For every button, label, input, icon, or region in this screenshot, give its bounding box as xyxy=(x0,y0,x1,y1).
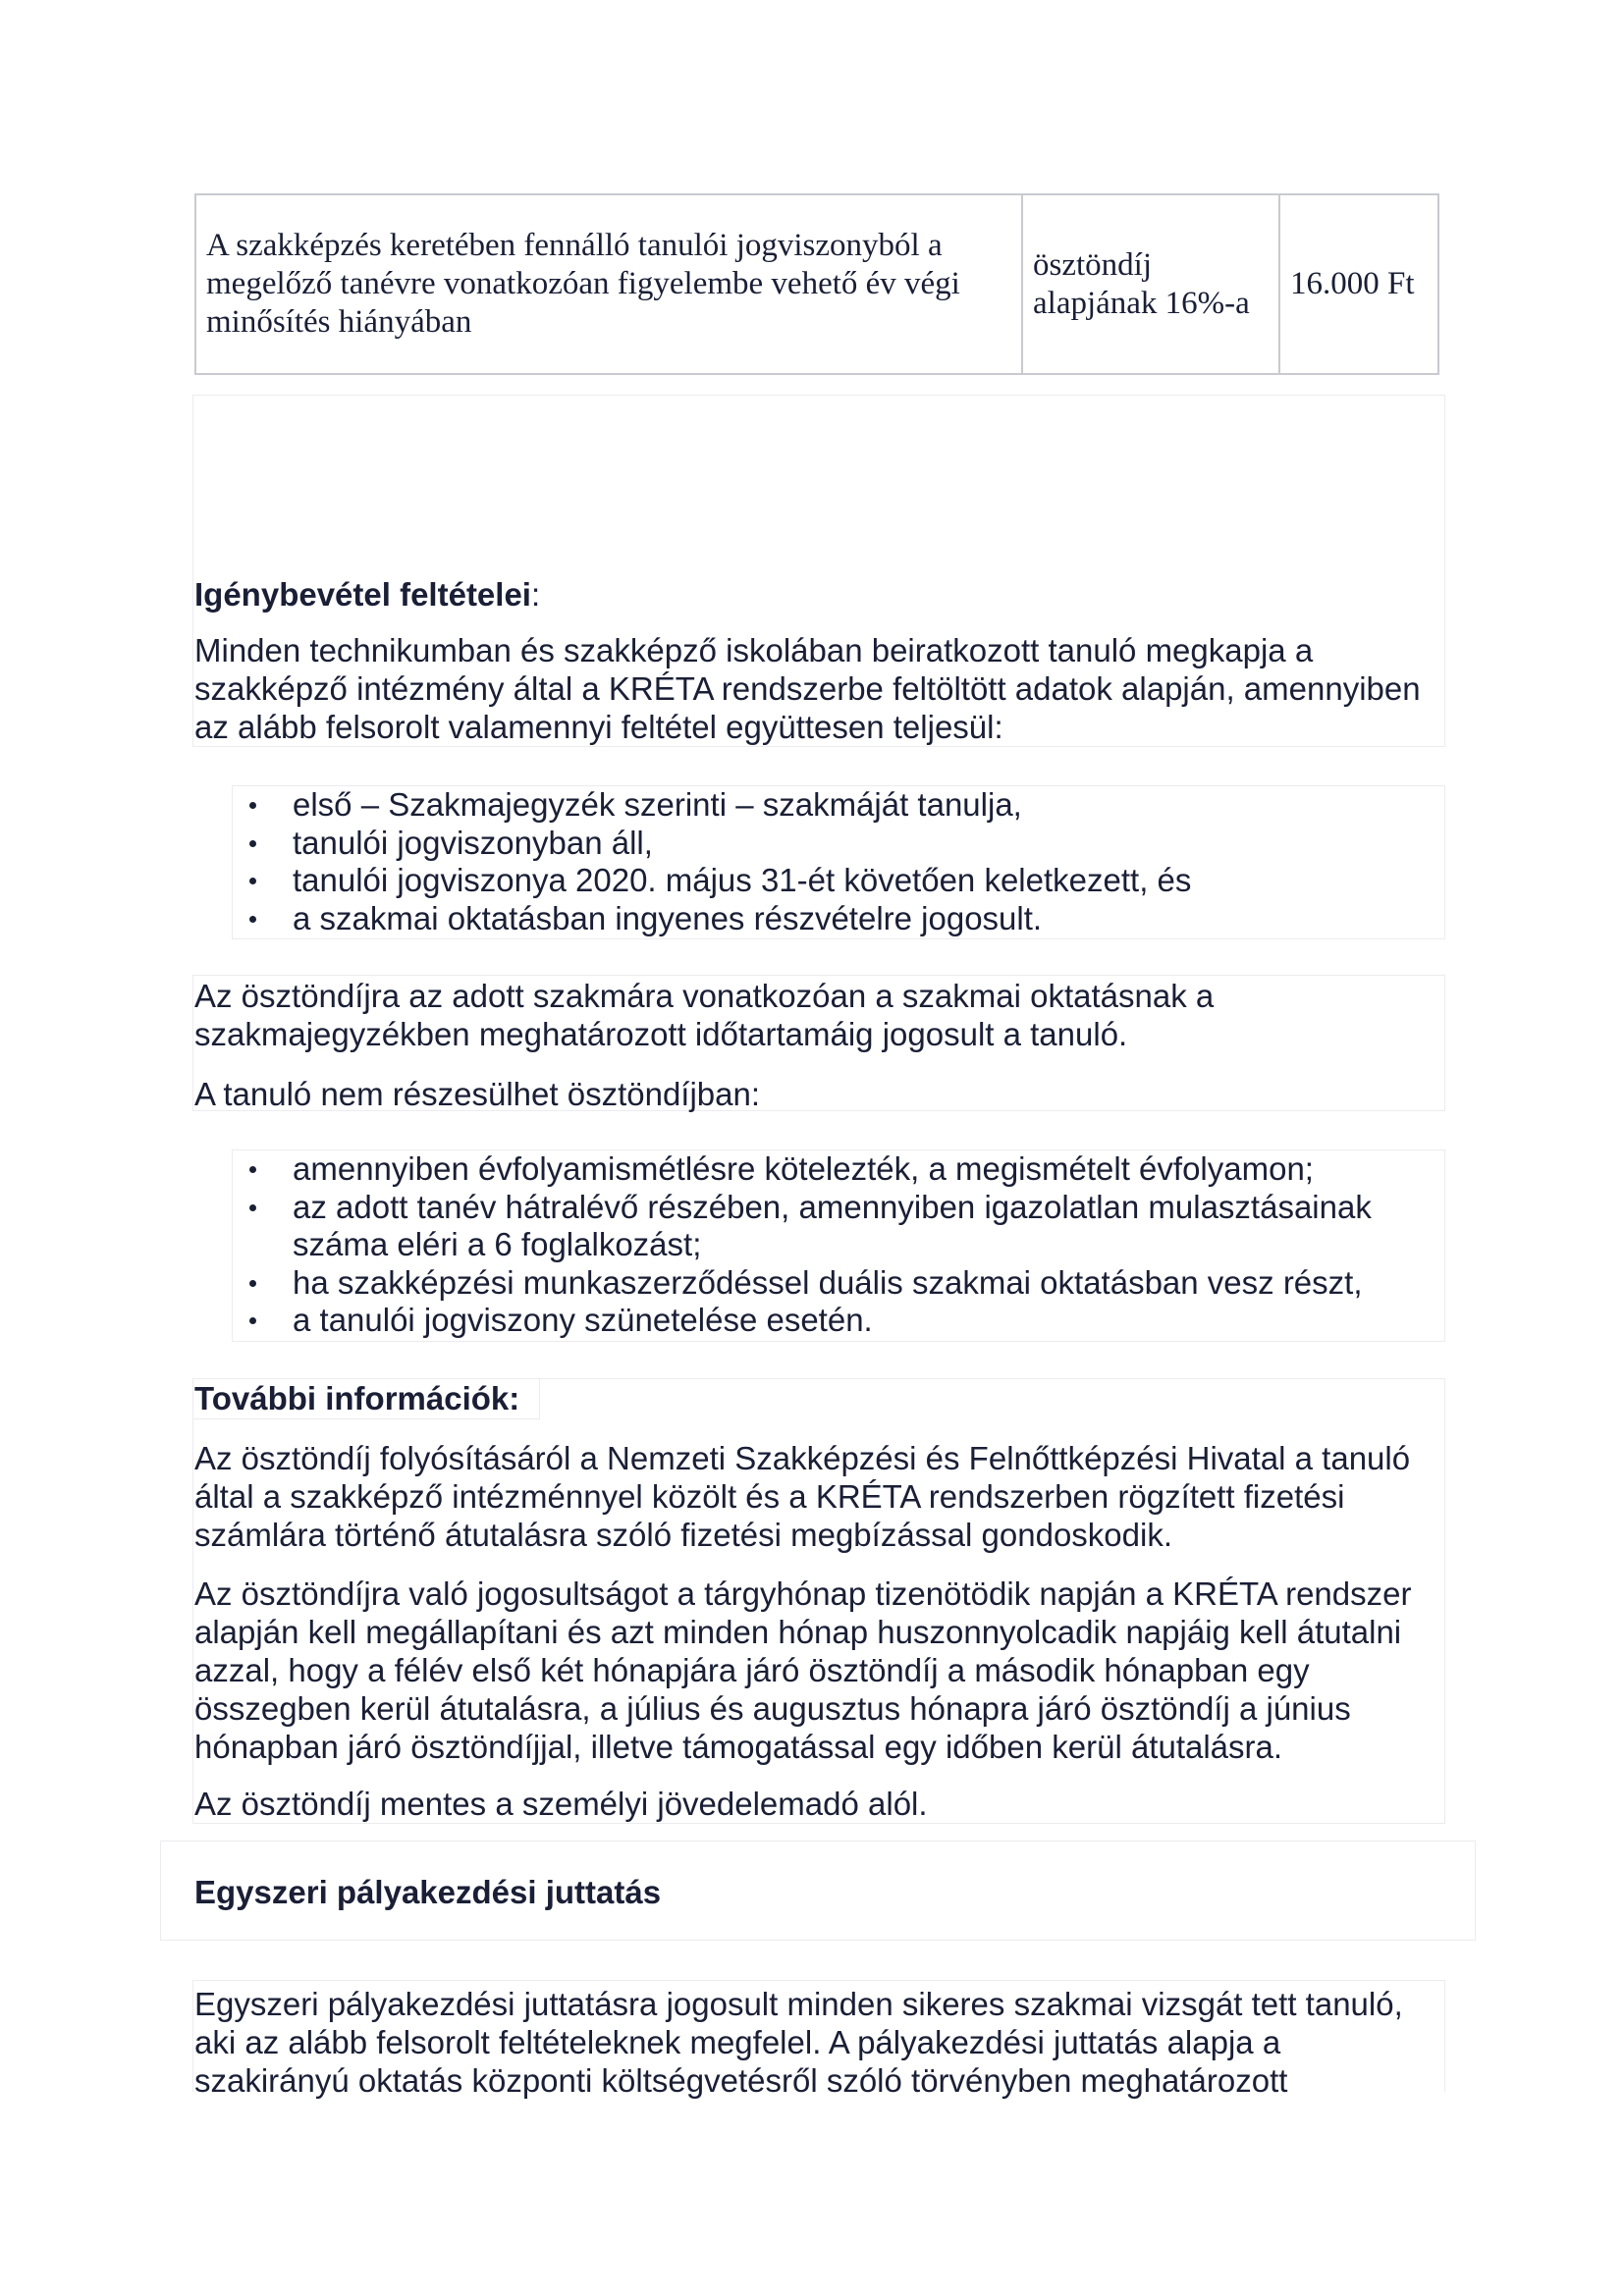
conditions-intro: Minden technikumban és szakképző iskolában beiratkozott tanuló megkapja a szakképző intézmény által a KRÉTA rendszerbe feltöltött adatok alapján, amennyiben az alább felsorolt valamennyi feltétel együttesen teljesül: xyxy=(194,632,1421,745)
bullet-icon xyxy=(249,1166,256,1173)
list-item: első – Szakmajegyzék szerinti – szakmáját tanulja, xyxy=(194,786,1432,825)
list-item: tanulói jogviszonya 2020. május 31-ét követően keletkezett, és xyxy=(194,862,1432,900)
list-item: a szakmai oktatásban ingyenes részvételre jogosult. xyxy=(194,900,1432,938)
bullet-icon xyxy=(249,878,256,884)
scholarship-table xyxy=(194,193,1439,375)
info-heading: További információk: xyxy=(194,1380,520,1416)
exclusion-intro: A tanuló nem részesülhet ösztöndíjban: xyxy=(194,1076,761,1112)
rate-cell: ösztöndíj alapjának 16%-a xyxy=(1022,194,1279,374)
duration-text: Az ösztöndíjra az adott szakmára vonatkozóan a szakmai oktatásnak a szakmajegyzékben meghatározott időtartamáig jogosult a tanuló. xyxy=(194,978,1215,1052)
bullet-icon xyxy=(249,840,256,847)
amount-cell: 16.000 Ft xyxy=(1279,194,1438,374)
list-item: az adott tanév hátralévő részében, amennyiben igazolatlan mulasztásainak száma eléri a 6 foglalkozást; xyxy=(194,1189,1412,1264)
info-paragraph: Az ösztöndíj folyósításáról a Nemzeti Szakképzési és Felnőttképzési Hivatal a tanuló által a szakképző intézménnyel közölt és a KRÉTA rendszerben rögzített fizetési számlára történő átutalásra szóló fizetési megbízással gondoskodik. xyxy=(194,1440,1411,1553)
list-item: tanulói jogviszonyban áll, xyxy=(194,825,1432,863)
list-item: ha szakképzési munkaszerződéssel duális szakmai oktatásban vesz részt, xyxy=(194,1264,1412,1303)
conditions-heading: Igénybevétel feltételei: xyxy=(194,576,541,613)
list-item: a tanulói jogviszony szünetelése esetén. xyxy=(194,1302,1412,1340)
criterion-cell: A szakképzés keretében fennálló tanulói jogviszonyból a megelőző tanévre vonatkozóan figyelembe vehető év végi minősítés hiányában xyxy=(195,194,1022,374)
info-paragraph: Az ösztöndíjra való jogosultságot a tárgyhónap tizenötödik napján a KRÉTA rendszer alapján kell megállapítani és azt minden hónap huszonnyolcadik napjáig kell átutalni azzal, hogy a félév első két hónapjára járó ösztöndíj a második hónapban egy összegben kerül átutalásra, a július és augusztus hónapra járó ösztöndíj a június hónapban járó ösztöndíjjal, illetve támogatással egy időben kerül átutalásra. xyxy=(194,1575,1412,1765)
info-paragraph: Az ösztöndíj mentes a személyi jövedelemadó alól. xyxy=(194,1786,928,1822)
bullet-icon xyxy=(249,916,256,923)
bullet-icon xyxy=(249,1204,256,1211)
list-item: amennyiben évfolyamismétlésre kötelezték, a megismételt évfolyamon; xyxy=(194,1150,1412,1189)
career-start-body: Egyszeri pályakezdési juttatásra jogosult minden sikeres szakmai vizsgát tett tanuló, aki az alább felsorolt feltételeknek megfelel. A pályakezdési juttatás alapja a szakirányú oktatás központi költségvetésről szóló törvényben meghatározott xyxy=(194,1986,1403,2099)
exclusions-list xyxy=(194,1150,1412,1340)
table-row xyxy=(195,194,1438,374)
bullet-icon xyxy=(249,802,256,809)
career-start-heading: Egyszeri pályakezdési juttatás xyxy=(194,1874,662,1910)
conditions-list xyxy=(194,786,1432,937)
bullet-icon xyxy=(249,1280,256,1287)
bullet-icon xyxy=(249,1317,256,1324)
